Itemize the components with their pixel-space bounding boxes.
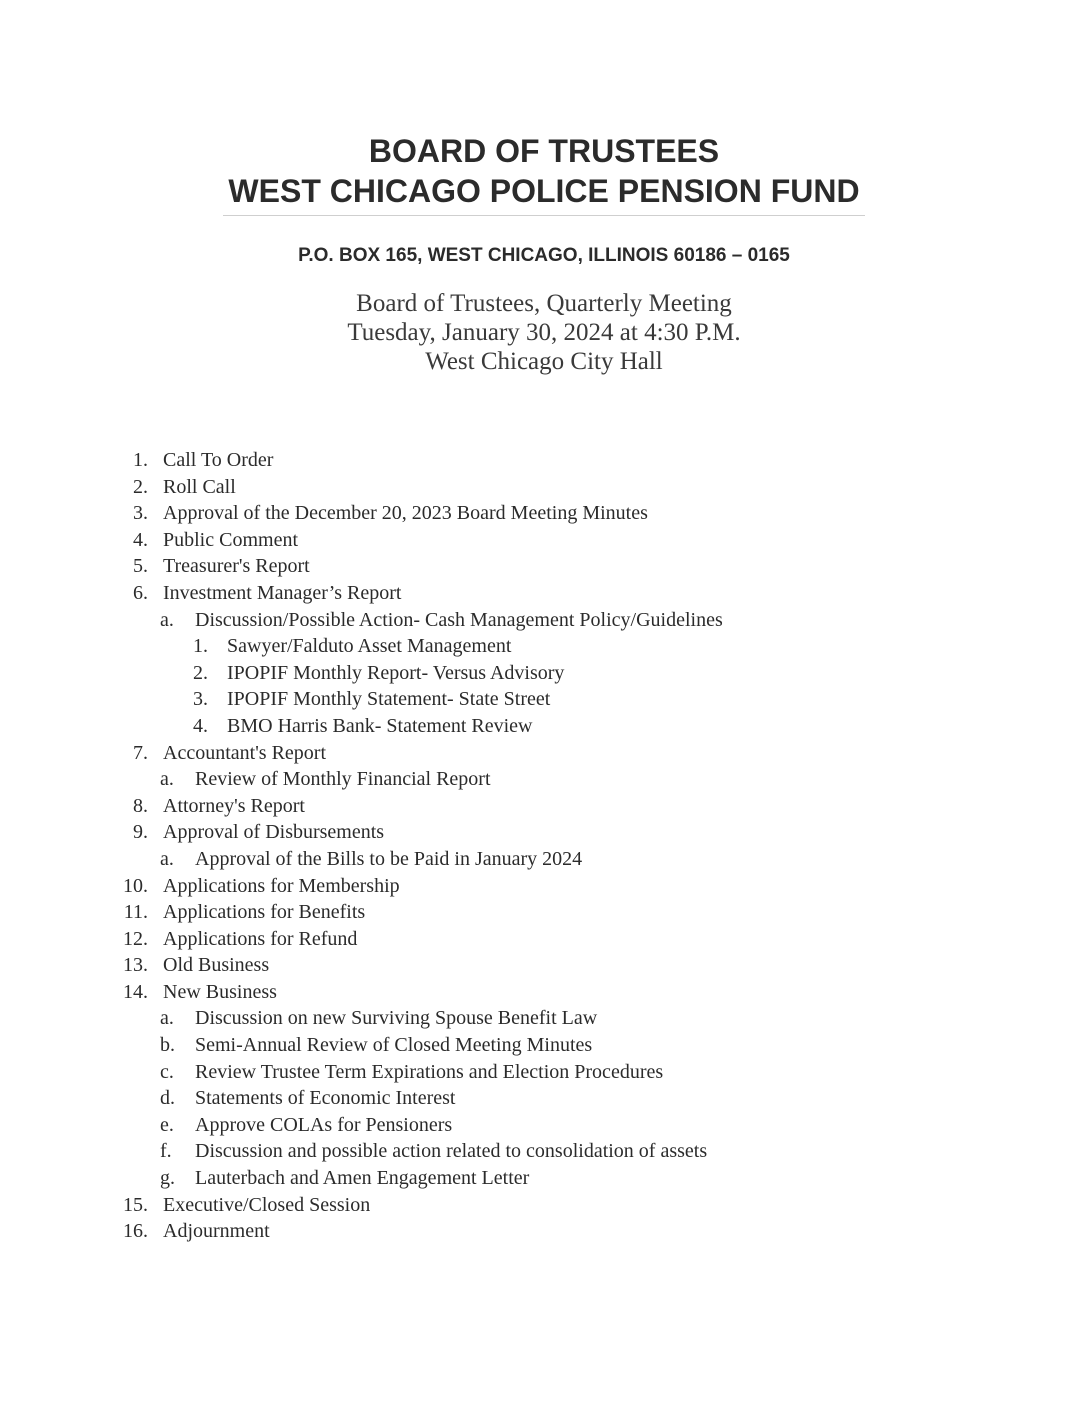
agenda-item-number: a. (160, 1007, 174, 1030)
agenda-item (0, 766, 1088, 793)
agenda-item-number: e. (160, 1113, 174, 1136)
agenda-item-label: Executive/Closed Session (163, 1193, 371, 1216)
agenda-item-number: b. (160, 1034, 175, 1057)
agenda-item (0, 1138, 1088, 1165)
agenda-item-number: 9. (133, 821, 148, 844)
agenda-item-number: 1. (193, 635, 208, 658)
agenda-item-label: Applications for Refund (163, 927, 358, 950)
mailing-address: P.O. BOX 165, WEST CHICAGO, ILLINOIS 60186 – 0165 (298, 245, 790, 266)
agenda-item-label: Public Comment (163, 528, 298, 551)
agenda-item-number: 6. (133, 581, 148, 604)
agenda-item (0, 819, 1088, 846)
fund-title: WEST CHICAGO POLICE PENSION FUND (228, 173, 860, 209)
agenda-item-label: New Business (163, 980, 277, 1003)
agenda-item (0, 580, 1088, 607)
agenda-item-number: f. (160, 1140, 172, 1163)
agenda-item (0, 899, 1088, 926)
agenda-item-number: d. (160, 1087, 175, 1110)
agenda-item-label: Approval of the December 20, 2023 Board Meeting Minutes (163, 502, 648, 525)
agenda-item-number: 13. (123, 954, 148, 977)
agenda-item-number: 12. (123, 927, 148, 950)
agenda-item-label: IPOPIF Monthly Report- Versus Advisory (227, 661, 565, 684)
agenda-item-label: Discussion on new Surviving Spouse Benefit Law (195, 1007, 598, 1030)
agenda-item-label: Applications for Membership (163, 874, 400, 897)
agenda-item (0, 686, 1088, 713)
agenda-list (0, 447, 1088, 1245)
agenda-item-label: Investment Manager’s Report (163, 581, 402, 604)
agenda-item-label: Applications for Benefits (163, 901, 366, 924)
agenda-item-number: 7. (133, 741, 148, 764)
agenda-item-label: Statements of Economic Interest (195, 1087, 456, 1110)
agenda-item-label: Semi-Annual Review of Closed Meeting Minutes (195, 1034, 593, 1057)
agenda-item-number: 10. (123, 874, 148, 897)
agenda-item (0, 447, 1088, 474)
agenda-item (0, 527, 1088, 554)
agenda-item (0, 500, 1088, 527)
agenda-item (0, 607, 1088, 634)
agenda-item (0, 1005, 1088, 1032)
agenda-item (0, 660, 1088, 687)
agenda-item-number: 3. (193, 688, 208, 711)
agenda-item (0, 553, 1088, 580)
agenda-item (0, 740, 1088, 767)
agenda-item (0, 1165, 1088, 1192)
agenda-item (0, 873, 1088, 900)
meeting-type: Board of Trustees, Quarterly Meeting (356, 290, 732, 317)
agenda-item-label: Approval of the Bills to be Paid in January 2024 (195, 847, 583, 870)
agenda-item-number: a. (160, 608, 174, 631)
agenda-item-label: Discussion/Possible Action- Cash Management Policy/Guidelines (195, 608, 723, 631)
agenda-item-number: 8. (133, 794, 148, 817)
agenda-item-label: Approve COLAs for Pensioners (195, 1113, 453, 1136)
agenda-item-label: Sawyer/Falduto Asset Management (227, 635, 512, 658)
agenda-item-label: Review Trustee Term Expirations and Election Procedures (195, 1060, 664, 1083)
agenda-item-number: 2. (133, 475, 148, 498)
board-title: BOARD OF TRUSTEES (368, 133, 720, 169)
agenda-item (0, 793, 1088, 820)
agenda-item-label: Accountant's Report (163, 741, 327, 764)
agenda-item-number: c. (160, 1060, 174, 1083)
agenda-item-number: 14. (123, 980, 148, 1003)
agenda-item-label: Call To Order (163, 449, 274, 471)
agenda-item-label: Discussion and possible action related to consolidation of assets (195, 1140, 708, 1163)
agenda-item-label: Roll Call (163, 475, 236, 498)
agenda-item (0, 1218, 1088, 1245)
agenda-item-number: a. (160, 768, 174, 791)
agenda-item-label: IPOPIF Monthly Statement- State Street (227, 688, 551, 711)
agenda-item-number: 16. (123, 1220, 148, 1243)
agenda-item-number: 15. (123, 1193, 148, 1216)
agenda-item (0, 1059, 1088, 1086)
agenda-item-number: a. (160, 847, 174, 870)
agenda-item (0, 474, 1088, 501)
agenda-item (0, 1085, 1088, 1112)
agenda-item (0, 1032, 1088, 1059)
agenda-item-number: 4. (193, 714, 208, 737)
agenda-item (0, 979, 1088, 1006)
agenda-item-number: 4. (133, 528, 148, 551)
agenda-item-number: g. (160, 1167, 175, 1190)
agenda-item (0, 633, 1088, 660)
agenda-item (0, 1192, 1088, 1219)
agenda-item-number: 1. (133, 449, 148, 471)
agenda-item (0, 952, 1088, 979)
agenda-item-number: 5. (133, 555, 148, 578)
agenda-item-label: Lauterbach and Amen Engagement Letter (195, 1167, 530, 1190)
agenda-item-number: 3. (133, 502, 148, 525)
agenda-item-label: BMO Harris Bank- Statement Review (227, 714, 533, 737)
agenda-item-label: Attorney's Report (163, 794, 305, 817)
agenda-item (0, 846, 1088, 873)
agenda-item-label: Treasurer's Report (163, 555, 310, 578)
agenda-item (0, 926, 1088, 953)
agenda-item-number: 11. (123, 901, 148, 924)
agenda-item-label: Approval of Disbursements (163, 821, 385, 844)
agenda-item-label: Review of Monthly Financial Report (195, 768, 491, 791)
agenda-item (0, 1112, 1088, 1139)
meeting-location: West Chicago City Hall (425, 348, 663, 375)
agenda-item (0, 713, 1088, 740)
header-divider (223, 215, 865, 216)
meeting-datetime: Tuesday, January 30, 2024 at 4:30 P.M. (347, 319, 741, 346)
agenda-item-label: Adjournment (163, 1220, 270, 1243)
agenda-item-label: Old Business (163, 954, 270, 977)
agenda-item-number: 2. (193, 661, 208, 684)
